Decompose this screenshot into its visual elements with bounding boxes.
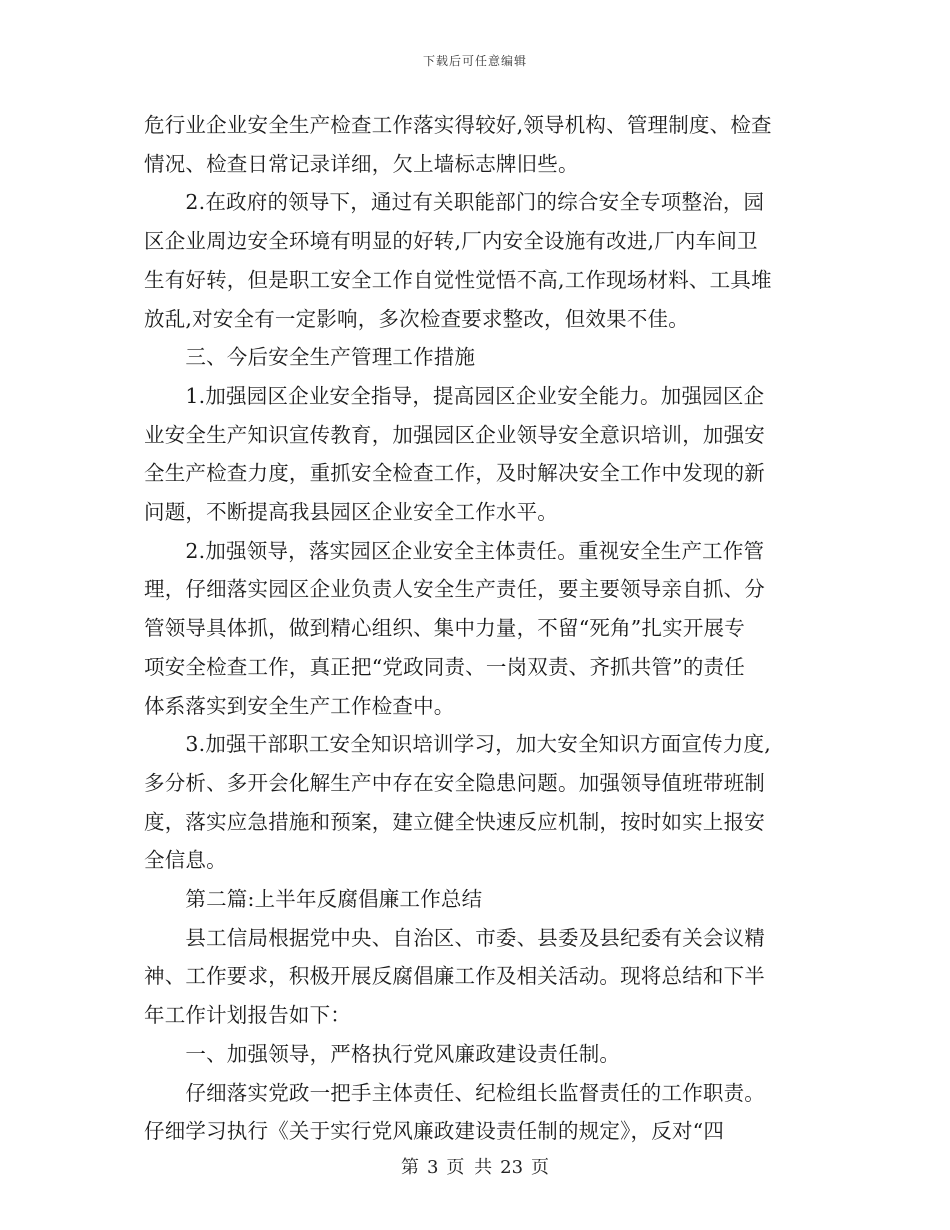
- page-header: 下载后可任意编辑: [422, 54, 527, 68]
- footer-suffix: 页: [531, 1157, 550, 1178]
- paragraph: 危行业企业安全生产检查工作落实得较好,领导机构、管理制度、检查 情况、检查日常记录详细，欠上墙标志牌旧些。: [144, 113, 772, 176]
- page-footer: [0, 1153, 950, 1179]
- paragraph: 2.加强领导，落实园区企业安全主体责任。重视安全生产工作管 理，仔细落实园区企业负责人安全生产责任，要主要领导亲自抓、分 管领导具体抓，做到精心组织、集中力量，不留“死角”扎实开展专 项安全检查工作，真正把“党政同责、一岗双责、齐抓共管”的责任 体系落实到安全生产工作检查中。: [144, 538, 765, 718]
- section-heading: 一、加强领导，严格执行党风廉政建设责任制。: [144, 1041, 621, 1066]
- paragraph: 仔细落实党政一把手主体责任、纪检组长监督责任的工作职责。 仔细学习执行《关于实行党风廉政建设责任制的规定》，反对“四: [144, 1080, 765, 1144]
- chapter-heading: 第二篇:上半年反腐倡廉工作总结: [144, 887, 483, 912]
- section-heading: 三、今后安全生产管理工作措施: [144, 345, 476, 370]
- paragraph: 县工信局根据党中央、自治区、市委、县委及县纪委有关会议精 神、工作要求，积极开展反腐倡廉工作及相关活动。现将总结和下半 年工作计划报告如下：: [144, 925, 765, 1028]
- current-page-number: 3: [426, 1157, 439, 1178]
- footer-mid: 页 共: [446, 1157, 493, 1178]
- paragraph: 3.加强干部职工安全知识培训学习，加大安全知识方面宣传力度, 多分析、多开会化解生产中存在安全隐患问题。加强领导值班带班制 度，落实应急措施和预案，建立健全快速反应机制，按时如实上报安 全信息。: [144, 732, 771, 873]
- paragraph: 2.在政府的领导下，通过有关职能部门的综合安全专项整治，园 区企业周边安全环境有明显的好转,厂内安全设施有改进,厂内车间卫 生有好转，但是职工安全工作自觉性觉悟不高,工作现场材料、工具堆 放乱,对安全有一定影响，多次检查要求整改，但效果不佳。: [144, 190, 772, 331]
- footer-prefix: 第: [400, 1157, 419, 1178]
- total-page-count: 23: [500, 1157, 524, 1178]
- body-content: [144, 106, 808, 1151]
- paragraph: 1.加强园区企业安全指导，提高园区企业安全能力。加强园区企 业安全生产知识宣传教育，加强园区企业领导安全意识培训，加强安 全生产检查力度，重抓安全检查工作，及时解决安全工作中发现的新 问题，不断提高我县园区企业安全工作水平。: [144, 383, 765, 525]
